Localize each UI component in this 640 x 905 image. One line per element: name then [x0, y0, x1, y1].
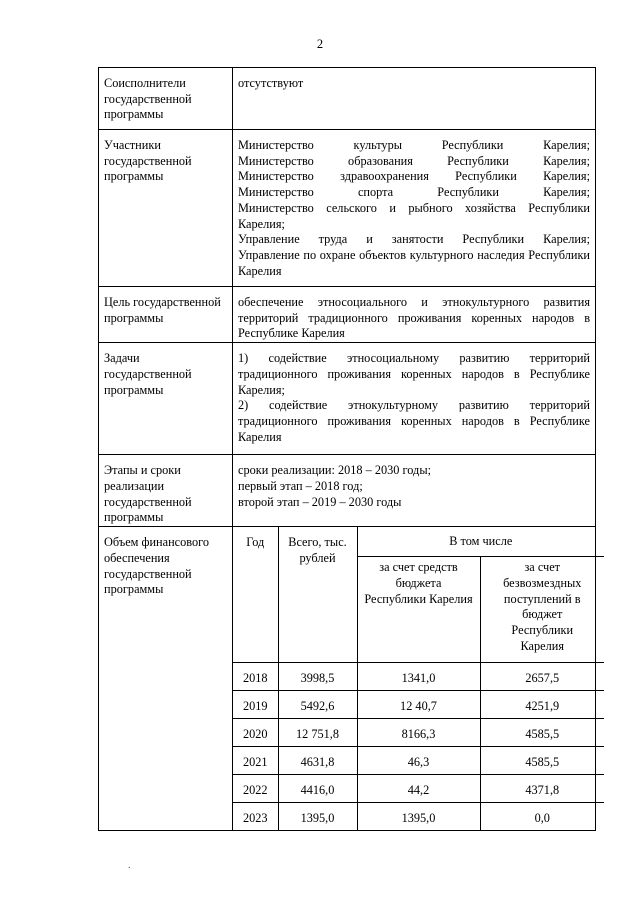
budget-cell: 46,3 [357, 747, 480, 775]
budget-cell: 8166,3 [357, 719, 480, 747]
gratuitous-cell: 0,0 [480, 803, 604, 831]
stage-line: первый этап – 2018 год; [238, 478, 363, 493]
table-row [233, 719, 604, 747]
participant-item: Управление по охране объектов культурного наследия Республики Карелия [238, 247, 590, 278]
year-cell: 2023 [233, 803, 278, 831]
total-cell: 4416,0 [278, 775, 357, 803]
year-cell: 2019 [233, 691, 278, 719]
table-row [233, 747, 604, 775]
row-value-participants [233, 130, 596, 287]
header-gratuitous: за счет безвозмездных поступлений в бюджет Республики Карелия [480, 557, 604, 663]
row-label-tasks: Задачи государственной программы [99, 343, 233, 455]
total-cell: 4631,8 [278, 747, 357, 775]
budget-cell: 1395,0 [357, 803, 480, 831]
row-label-goal: Цель государственной программы [99, 287, 233, 343]
header-year: Год [233, 527, 278, 663]
financing-table [233, 527, 604, 830]
header-total: Всего, тыс. рублей [278, 527, 357, 663]
task-item: 1) содействие этносоциальному развитию территорий традиционного проживания коренных народов в Республике Карелия; [238, 351, 590, 397]
footer-mark: . [128, 860, 131, 871]
gratuitous-cell: 4585,5 [480, 747, 604, 775]
financing-cell [233, 527, 596, 831]
row-label-participants: Участники государственной программы [99, 130, 233, 287]
table-row [99, 287, 596, 343]
row-label-coexecutors: Соисполнители государственной программы [99, 68, 233, 130]
year-cell: 2020 [233, 719, 278, 747]
table-row [233, 663, 604, 691]
budget-cell: 12 40,7 [357, 691, 480, 719]
stage-line: второй этап – 2019 – 2030 годы [238, 494, 402, 509]
table-row [233, 775, 604, 803]
header-including: В том числе [357, 527, 604, 557]
participant-item: Министерство образования Республики Карелия; [238, 153, 590, 168]
row-value-tasks [233, 343, 596, 455]
stage-line: сроки реализации: 2018 – 2030 годы; [238, 463, 431, 478]
table-row [99, 130, 596, 287]
total-cell: 12 751,8 [278, 719, 357, 747]
row-value-stages [233, 455, 596, 527]
table-row [99, 68, 596, 130]
year-cell: 2018 [233, 663, 278, 691]
gratuitous-cell: 4371,8 [480, 775, 604, 803]
participant-item: Министерство сельского и рыбного хозяйства Республики Карелия; [238, 200, 590, 231]
participant-item: Управление труда и занятости Республики Карелия; [238, 232, 590, 247]
table-row [233, 691, 604, 719]
budget-cell: 44,2 [357, 775, 480, 803]
participant-item: Министерство спорта Республики Карелия; [238, 185, 590, 200]
passport-table [98, 67, 596, 831]
task-item: 2) содействие этнокультурному развитию территорий традиционного проживания коренных народов в Республике Карелия [238, 398, 590, 444]
row-value-goal: обеспечение этносоциального и этнокультурного развития территорий традиционного проживания коренных народов в Республике Карелия [233, 287, 596, 343]
table-row [99, 343, 596, 455]
header-budget: за счет средств бюджета Республики Карелия [357, 557, 480, 663]
table-row [99, 455, 596, 527]
gratuitous-cell: 4251,9 [480, 691, 604, 719]
year-cell: 2021 [233, 747, 278, 775]
page-number: 2 [316, 37, 324, 51]
table-row [233, 803, 604, 831]
row-value-coexecutors: отсутствуют [233, 68, 596, 130]
row-label-stages: Этапы и сроки реализации государственной программы [99, 455, 233, 527]
participant-item: Министерство здравоохранения Республики Карелия; [238, 169, 590, 184]
total-cell: 3998,5 [278, 663, 357, 691]
gratuitous-cell: 2657,5 [480, 663, 604, 691]
gratuitous-cell: 4585,5 [480, 719, 604, 747]
participant-item: Министерство культуры Республики Карелия; [238, 138, 590, 152]
table-row [99, 527, 596, 831]
total-cell: 5492,6 [278, 691, 357, 719]
total-cell: 1395,0 [278, 803, 357, 831]
budget-cell: 1341,0 [357, 663, 480, 691]
row-label-financing: Объем финансового обеспечения государственной программы [99, 527, 233, 831]
year-cell: 2022 [233, 775, 278, 803]
